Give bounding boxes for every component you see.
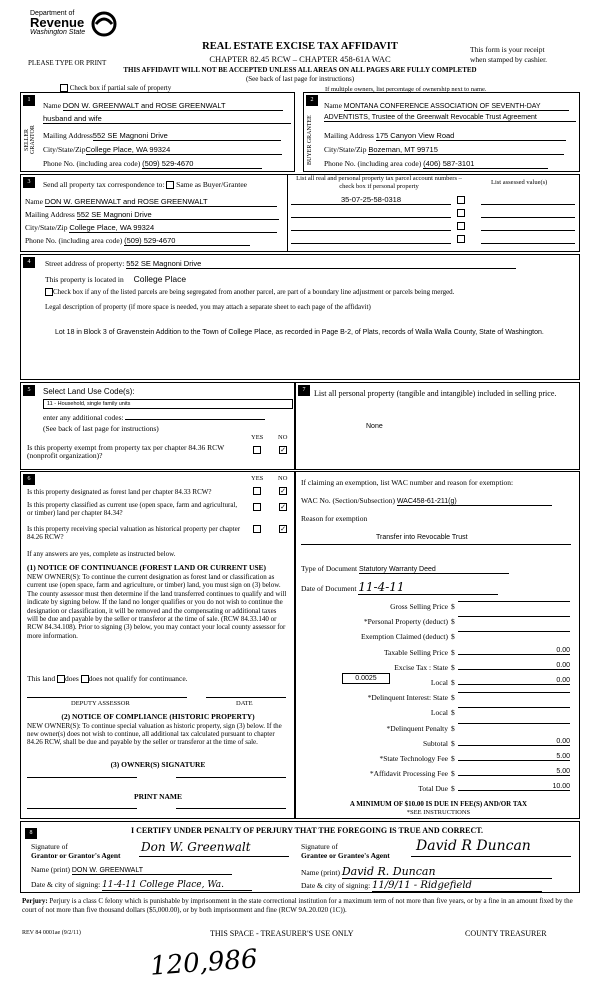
receipt-line1: This form is your receipt xyxy=(470,45,545,54)
personal-property-label: List all personal property (tangible and intangible) included in selling price. xyxy=(314,389,557,398)
additional-codes-row: enter any additional codes: xyxy=(43,413,265,422)
section-number-3: 3 xyxy=(23,177,35,188)
calc-row-value[interactable] xyxy=(458,616,570,617)
exempt-yes-checkbox[interactable] xyxy=(253,446,261,454)
calc-row-value[interactable]: 0.00 xyxy=(458,662,570,670)
section-number-5: 5 xyxy=(23,385,35,396)
calc-row-dollar: $ xyxy=(451,769,455,779)
street-address-field[interactable]: 552 SE Magnoni Drive xyxy=(126,259,516,269)
print-name-line-1 xyxy=(27,808,137,809)
handwritten-number: 120,986 xyxy=(149,944,259,982)
form-subtitle: CHAPTER 82.45 RCW – CHAPTER 458-61A WAC xyxy=(209,54,391,64)
legal-description[interactable]: Lot 18 in Block 3 of Gravenstein Addition to the Town of College Place, as recorded in Page B-2, of Plats, records of Walla Walla County, State of Washington. xyxy=(55,329,544,336)
segregated-row: Check box if any of the listed parcels are being segregated from another parcel, are part of a boundary line adjustment or parcels being merged. xyxy=(45,288,454,296)
owner-signature-title: (3) OWNER(S) SIGNATURE xyxy=(110,760,206,769)
forest-no-checkbox[interactable]: ✓ xyxy=(280,487,286,495)
land-use-label: Select Land Use Code(s): xyxy=(43,387,135,396)
corr-address-row: Mailing Address 552 SE Magnoni Drive xyxy=(25,210,283,220)
corr-phone-row: Phone No. (including area code) (509) 529-4670 xyxy=(25,236,283,246)
logo-revenue: Revenue xyxy=(30,15,85,30)
reason-field[interactable]: Transfer into Revocable Trust xyxy=(376,534,468,541)
located-row: This property is located in College Place xyxy=(45,274,187,284)
personal-property-checkbox-3[interactable] xyxy=(457,222,465,230)
calc-row-value[interactable]: 5.00 xyxy=(458,753,570,761)
buyer-address-row: Mailing Address 175 Canyon View Road xyxy=(324,131,576,141)
street-row: Street address of property: 552 SE Magnoni Drive xyxy=(45,259,516,269)
additional-codes-field[interactable] xyxy=(125,419,265,420)
seller-address-field[interactable]: 552 SE Magnoni Drive xyxy=(93,131,281,141)
calc-row-label: Total Due xyxy=(418,784,448,794)
rev-number: REV 84 0001ae (9/2/11) xyxy=(22,930,81,936)
grantor-name-field[interactable]: DON W. GREENWALT xyxy=(72,867,232,875)
seller-phone-row: Phone No. (including area code) (509) 529-4670 xyxy=(43,159,291,169)
forest-question: Is this property designated as forest land per chapter 84.33 RCW? xyxy=(27,488,212,496)
calc-row-label: Taxable Selling Price xyxy=(383,647,448,657)
section-land-use xyxy=(20,382,295,470)
logo-state: Washington State xyxy=(30,29,86,36)
parcel-line-2 xyxy=(291,217,451,218)
calc-row-value[interactable]: 5.00 xyxy=(458,768,570,776)
calc-row-dollar: $ xyxy=(451,708,455,718)
notice-continuance-title: (1) NOTICE OF CONTINUANCE (FOREST LAND OR CURRENT USE) xyxy=(27,563,267,572)
section-buyer-grantee xyxy=(303,92,580,172)
seller-name-row: Name DON W. GREENWALT and ROSE GREENWALT xyxy=(43,101,291,111)
grantee-signature[interactable]: David R Duncan xyxy=(416,838,531,854)
calc-row-label: Local xyxy=(430,708,448,718)
located-field[interactable]: College Place xyxy=(133,274,187,284)
calc-row-value[interactable]: 0.00 xyxy=(458,647,570,655)
section-certification xyxy=(20,821,580,893)
current-use-yes-checkbox[interactable] xyxy=(253,503,261,511)
calc-row-value[interactable] xyxy=(458,707,570,708)
exempt-no-checkbox[interactable]: ✓ xyxy=(280,446,286,454)
grantor-name-row: Name (print) DON W. GREENWALT xyxy=(31,865,232,875)
land-use-select[interactable]: 11 - Household, single family units xyxy=(43,399,293,409)
parcel-number-1[interactable]: 35-07-25-58-0318 xyxy=(291,195,451,205)
buyer-grantee-label: BUYER GRANTEE xyxy=(307,115,313,165)
if-any-yes: If any answers are yes, complete as instructed below. xyxy=(27,550,176,558)
parcel-line-4 xyxy=(291,243,451,244)
buyer-name2-field[interactable]: ADVENTISTS, Trustee of the Greenwalt Revocable Trust Agreement xyxy=(324,114,576,122)
calc-row-label: *Personal Property (deduct) xyxy=(363,617,448,627)
wac-field[interactable]: WAC458-61-211(g) xyxy=(397,498,552,506)
calc-row-dollar: $ xyxy=(451,693,455,703)
doc-type-row: Type of Document Statutory Warranty Deed xyxy=(301,564,509,574)
see-instructions: *SEE INSTRUCTIONS xyxy=(406,809,471,816)
section-forest-historic xyxy=(20,471,295,819)
segregated-checkbox[interactable] xyxy=(45,288,53,296)
calc-row-value[interactable] xyxy=(458,631,570,632)
print-name-label: PRINT NAME xyxy=(134,792,182,801)
seller-phone-field[interactable]: (509) 529-4670 xyxy=(142,159,262,169)
seller-city-field[interactable]: College Place, WA 99324 xyxy=(86,145,282,155)
section-number-4: 4 xyxy=(23,257,35,268)
seller-address-row: Mailing Address552 SE Magnoni Drive xyxy=(43,131,291,141)
calc-row-dollar: $ xyxy=(451,617,455,627)
partial-sale-label: Check box if partial sale of property xyxy=(69,84,172,92)
grantee-sig-label: Signature of Grantee or Grantee's Agent xyxy=(301,842,390,860)
personal-property-checkbox-2[interactable] xyxy=(457,209,465,217)
does-not-qualify-checkbox[interactable] xyxy=(81,675,89,683)
corr-address-field[interactable]: 552 SE Magnoni Drive xyxy=(77,210,279,220)
multiple-owners-note: If multiple owners, list percentage of ownership next to name. xyxy=(325,86,487,93)
receipt-line2: when stamped by cashier. xyxy=(470,55,548,64)
s5-yes-header: YES xyxy=(251,434,264,441)
section-seller-grantor xyxy=(20,92,295,172)
grantor-date-field[interactable]: 11-4-11 College Place, Wa. xyxy=(102,880,252,891)
minimum-due: A MINIMUM OF $10.00 IS DUE IN FEE(S) AND/OR TAX xyxy=(349,800,528,808)
seller-name2-field[interactable]: husband and wife xyxy=(43,114,291,124)
s6-no-header: NO xyxy=(278,475,288,482)
grantee-name-field[interactable]: David R. Duncan xyxy=(342,865,552,879)
current-use-question: Is this property classified as current use (open space, farm and agricultural, or timber) land per chapter 84.34? xyxy=(27,501,238,517)
calc-row-value[interactable]: 0.00 xyxy=(458,677,570,685)
doc-date-field[interactable]: 11-4-11 xyxy=(358,580,498,595)
claim-exemption-label: If claiming an exemption, list WAC number and reason for exemption: xyxy=(301,478,514,487)
corr-name-row: Name DON W. GREENWALT and ROSE GREENWALT xyxy=(25,197,283,207)
section-tax-correspondence xyxy=(20,174,580,252)
calc-row-label: Local xyxy=(430,678,448,687)
grantee-date-field[interactable]: 11/9/11 - Ridgefield xyxy=(372,880,542,892)
notice-compliance-title: (2) NOTICE OF COMPLIANCE (HISTORIC PROPERTY) xyxy=(61,712,255,721)
instructions-note: (See back of last page for instructions) xyxy=(245,75,355,83)
seller-name-field[interactable]: DON W. GREENWALT and ROSE GREENWALT xyxy=(63,101,283,111)
calc-row-dollar: $ xyxy=(451,723,455,733)
assessed-line-1 xyxy=(481,204,575,205)
land-use-see: (See back of last page for instructions) xyxy=(43,424,159,433)
assessor-date-line xyxy=(206,697,286,698)
grantor-sig-label: Signature of Grantor or Grantor's Agent xyxy=(31,842,121,860)
historic-no-checkbox[interactable]: ✓ xyxy=(280,525,286,533)
buyer-name-row: Name MONTANA CONFERENCE ASSOCIATION OF SEVENTH-DAY xyxy=(324,101,576,111)
calc-row-label: Subtotal xyxy=(422,738,448,748)
current-use-no-checkbox[interactable]: ✓ xyxy=(280,503,286,511)
doc-date-row: Date of Document 11-4-11 xyxy=(301,580,498,595)
calc-row-dollar: $ xyxy=(451,647,455,657)
deputy-assessor-label: DEPUTY ASSESSOR xyxy=(71,700,130,707)
assessor-date-label: DATE xyxy=(236,700,253,707)
historic-question: Is this property receiving special valuation as historical property per chapter 84.26 RCW? xyxy=(27,525,241,541)
owner-signature-line-2 xyxy=(176,777,286,778)
grantor-date-row: Date & city of signing: 11-4-11 College Place, Wa. xyxy=(31,880,252,891)
calc-row-label: Excise Tax : State xyxy=(394,662,448,672)
corr-city-row: City/State/Zip College Place, WA 99324 xyxy=(25,223,283,233)
personal-property-checkbox-1[interactable] xyxy=(457,196,465,204)
historic-yes-checkbox[interactable] xyxy=(253,525,261,533)
treasurer-space: THIS SPACE - TREASURER'S USE ONLY xyxy=(210,929,354,938)
corr-phone-field[interactable]: (509) 529-4670 xyxy=(124,236,250,246)
warning-text: THIS AFFIDAVIT WILL NOT BE ACCEPTED UNLESS ALL AREAS ON ALL PAGES ARE FULLY COMPLETED xyxy=(123,66,477,74)
calc-row-value[interactable] xyxy=(458,692,570,693)
personal-property-checkbox-4[interactable] xyxy=(457,235,465,243)
calc-row-dollar: $ xyxy=(451,738,455,748)
section-property-location xyxy=(20,254,580,380)
corr-city-field[interactable]: College Place, WA 99324 xyxy=(69,223,277,233)
section-number-2: 2 xyxy=(306,95,318,106)
buyer-city-row: City/State/Zip Bozeman, MT 99715 xyxy=(324,145,576,155)
buyer-phone-field[interactable]: (406) 587-3101 xyxy=(423,159,548,169)
send-correspondence-row: Send all property tax correspondence to: Same as Buyer/Grantee xyxy=(43,180,247,189)
calc-row-dollar: $ xyxy=(451,602,455,611)
buyer-city-field[interactable]: Bozeman, MT 99715 xyxy=(368,145,564,155)
personal-property-value[interactable]: None xyxy=(366,423,383,430)
same-as-buyer-checkbox[interactable] xyxy=(166,181,174,189)
calc-row-dollar: $ xyxy=(451,662,455,672)
calc-row-label: *Delinquent Interest: State xyxy=(367,693,448,703)
reason-label: Reason for exemption xyxy=(301,514,368,523)
calc-row-dollar: $ xyxy=(451,754,455,763)
calc-row-label: *Delinquent Penalty xyxy=(386,723,448,733)
parcel-line-3 xyxy=(291,230,451,231)
grantee-name-row: Name (print) David R. Duncan xyxy=(301,865,552,879)
calc-row-label: Exemption Claimed (deduct) xyxy=(360,632,448,642)
form-title: REAL ESTATE EXCISE TAX AFFIDAVIT xyxy=(202,41,398,52)
calc-row-value[interactable]: 0.00 xyxy=(458,738,570,746)
s5-no-header: NO xyxy=(278,434,288,441)
county-treasurer: COUNTY TREASURER xyxy=(465,929,547,938)
seller-city-row: City/State/ZipCollege Place, WA 99324 xyxy=(43,145,291,155)
revenue-swirl-icon xyxy=(90,10,118,38)
calc-row-value[interactable] xyxy=(458,723,570,724)
buyer-name-field[interactable]: MONTANA CONFERENCE ASSOCIATION OF SEVENTH-DAY xyxy=(344,103,569,111)
calc-row-dollar: $ xyxy=(451,632,455,642)
please-type: PLEASE TYPE OR PRINT xyxy=(28,59,107,67)
legal-label: Legal description of property (if more space is needed, you may attach a separate sheet to each page of the affidavit) xyxy=(45,303,371,311)
calc-row-label: Gross Selling Price xyxy=(390,602,448,611)
corr-name-field[interactable]: DON W. GREENWALT and ROSE GREENWALT xyxy=(45,197,277,207)
parcel-header: List all real and personal property tax parcel account numbers – check box if personal property xyxy=(296,175,462,190)
logo-dept: Department of xyxy=(30,10,75,17)
calc-row-label: *State Technology Fee xyxy=(379,754,448,763)
section-personal-property xyxy=(295,382,580,470)
owner-signature-line-1 xyxy=(27,777,137,778)
doc-type-field[interactable]: Statutory Warranty Deed xyxy=(359,566,509,574)
notice-compliance-text: NEW OWNER(S): To continue special valuation as historic property, sign (3) below. If the new owner(s) does not wish to continue, all additional tax calculated pursuant to chapter 84.26 RCW, shall be due and payable by the seller or transferor at the time of sale. xyxy=(27,722,282,746)
forest-yes-checkbox[interactable] xyxy=(253,487,261,495)
calc-row-dollar: $ xyxy=(451,784,455,794)
wac-row: WAC No. (Section/Subsection) WAC458-61-211(g) xyxy=(301,496,552,506)
s6-yes-header: YES xyxy=(251,475,264,482)
certify-text: I CERTIFY UNDER PENALTY OF PERJURY THAT THE FOREGOING IS TRUE AND CORRECT. xyxy=(131,826,484,835)
section-number-8: 8 xyxy=(25,828,37,839)
calc-row-dollar: $ xyxy=(451,678,455,687)
section-exemption-calculation xyxy=(295,471,580,819)
assessed-header: List assessed value(s) xyxy=(491,179,548,186)
this-land-row: This land does does not qualify for continuance. xyxy=(27,674,188,683)
notice-continuance-text: NEW OWNER(S): To continue the current designation as forest land or classification as current use (open space, farm and agriculture, or timber) land, you must sign on (3) below. The county assessor must then determine if the land transferred continues to qualify and will indicate by signing below. If the land no longer qualifies or you do not wish to continue the designation or classification, it will be removed and the compensating or additional taxes will be due and payable by the seller or transferor at the time of sale. (RCW 84.33.140 or RCW 84.34.108). Prior to signing (3) below, you may contact your local county assessor for more information. xyxy=(27,573,287,640)
local-rate-box[interactable]: 0.0025 xyxy=(342,673,390,684)
grantee-date-row: Date & city of signing: 11/9/11 - Ridgefield xyxy=(301,880,542,892)
calc-row-value[interactable] xyxy=(458,601,570,602)
section-number-1: 1 xyxy=(23,95,35,106)
section-number-7: 7 xyxy=(298,385,310,396)
calc-row-label: *Affidavit Processing Fee xyxy=(369,769,448,779)
does-qualify-checkbox[interactable] xyxy=(57,675,65,683)
exempt-question: Is this property exempt from property tax per chapter 84.36 RCW (nonprofit organization)? xyxy=(27,443,225,460)
seller-grantor-label: SELLER GRANTOR xyxy=(24,125,36,155)
grantor-signature[interactable]: Don W. Greenwalt xyxy=(141,840,251,854)
deputy-assessor-line xyxy=(27,697,187,698)
buyer-address-field[interactable]: 175 Canyon View Road xyxy=(376,131,566,141)
perjury-notice: Perjury: Perjury is a class C felony which is punishable by imprisonment in the state correctional institution for a maximum term of not more than five years, or by a fine in an amount fixed by the court of not more than five thousand dollars ($5,000.00), or by both imprisonment and fine (RCW 9A.20.020 (1C)). xyxy=(22,897,573,914)
buyer-phone-row: Phone No. (including area code) (406) 587-3101 xyxy=(324,159,576,169)
print-name-line-2 xyxy=(176,808,286,809)
section-number-6: 6 xyxy=(23,474,35,485)
agency-logo xyxy=(30,10,120,50)
calc-row-value[interactable]: 10.00 xyxy=(458,783,570,791)
